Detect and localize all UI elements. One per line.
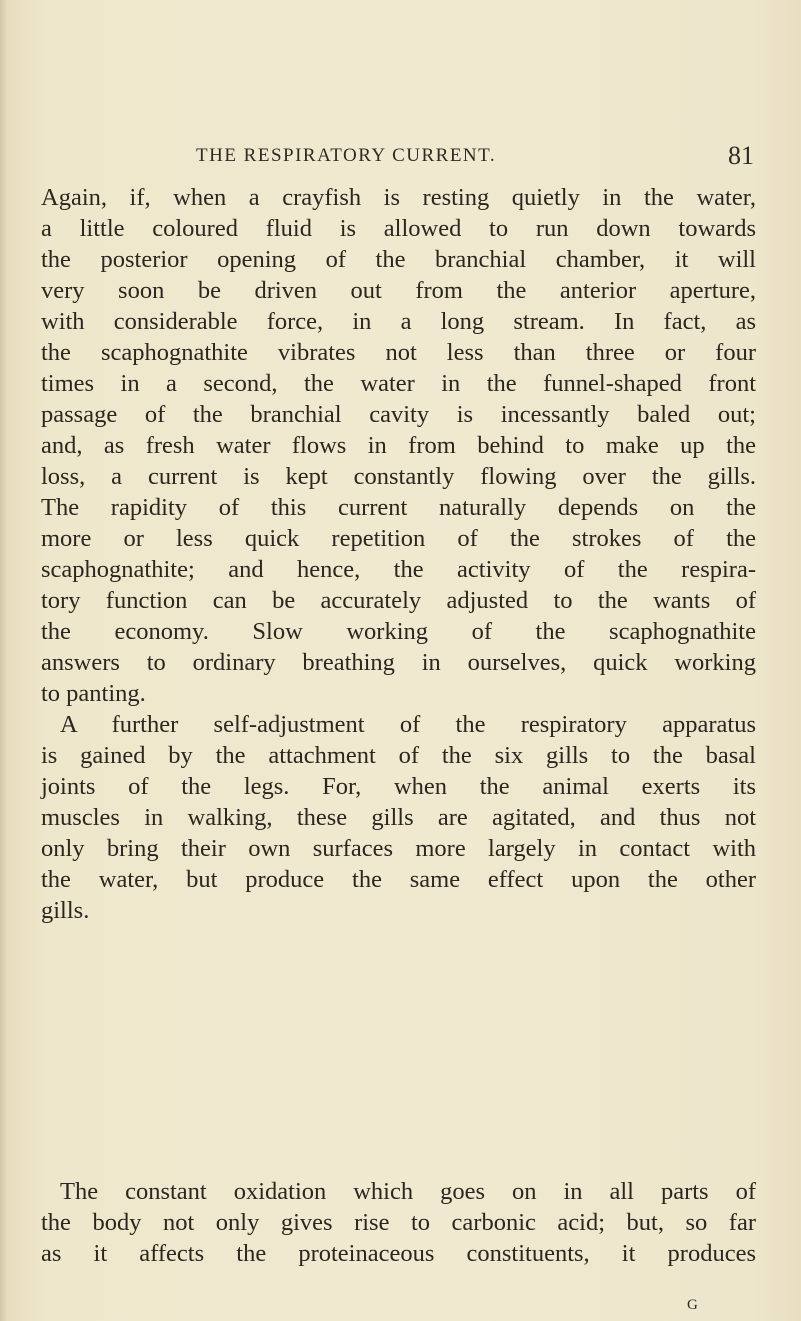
text-line: the scaphognathite vibrates not less than three or four [41, 339, 756, 366]
text-line: a little coloured fluid is allowed to run down towards [41, 215, 756, 242]
text-line: A further self-adjustment of the respiratory apparatus [60, 711, 756, 738]
text-line: very soon be driven out from the anterior aperture, [41, 277, 756, 304]
text-line: answers to ordinary breathing in ourselves, quick working [41, 649, 756, 676]
text-line: the economy. Slow working of the scaphognathite [41, 618, 756, 645]
text-line: gills. [41, 897, 90, 924]
text-line: The rapidity of this current naturally depends on the [41, 494, 756, 521]
page-number: 81 [728, 141, 754, 170]
signature-mark: G [687, 1297, 698, 1313]
text-line: scaphognathite; and hence, the activity of the respira- [41, 556, 756, 583]
running-head [0, 143, 801, 179]
text-line: times in a second, the water in the funnel-shaped front [41, 370, 756, 397]
gutter-shadow [0, 0, 8, 1321]
text-line: more or less quick repetition of the strokes of the [41, 525, 756, 552]
text-line: The constant oxidation which goes on in all parts of [60, 1178, 756, 1205]
text-line: is gained by the attachment of the six gills to the basal [41, 742, 756, 769]
text-line: and, as fresh water flows in from behind to make up the [41, 432, 756, 459]
text-line: with considerable force, in a long stream. In fact, as [41, 308, 756, 335]
text-line: tory function can be accurately adjusted to the wants of [41, 587, 756, 614]
text-line: the body not only gives rise to carbonic acid; but, so far [41, 1209, 756, 1236]
text-line: to panting. [41, 680, 146, 707]
running-title: THE RESPIRATORY CURRENT. [196, 145, 497, 166]
text-line: Again, if, when a crayfish is resting quietly in the water, [41, 184, 756, 211]
text-line: only bring their own surfaces more largely in contact with [41, 835, 756, 862]
text-line: muscles in walking, these gills are agitated, and thus not [41, 804, 756, 831]
text-line: loss, a current is kept constantly flowing over the gills. [41, 463, 756, 490]
text-line: as it affects the proteinaceous constituents, it produces [41, 1240, 756, 1267]
text-line: the water, but produce the same effect upon the other [41, 866, 756, 893]
text-line: the posterior opening of the branchial chamber, it will [41, 246, 756, 273]
text-line: passage of the branchial cavity is incessantly baled out; [41, 401, 756, 428]
text-line: joints of the legs. For, when the animal exerts its [41, 773, 756, 800]
